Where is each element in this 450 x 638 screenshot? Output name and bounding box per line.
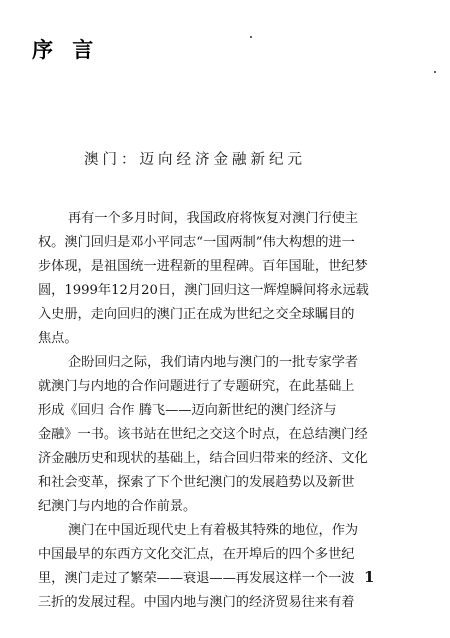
text-line: 圆，1999年12月20日，澳门回归这一辉煌瞬间将永远载 xyxy=(38,283,369,298)
page-title: 序 言 xyxy=(32,38,100,62)
text-line: 企盼回归之际，我们请内地与澳门的一批专家学者 xyxy=(68,355,359,370)
text-line: 济金融历史和现状的基础上，结合回归带来的经济、文化 xyxy=(38,451,368,466)
text-line: 形成《回归 合作 腾飞——迈向新世纪的澳门经济与 xyxy=(38,403,337,418)
text-line: 就澳门与内地的合作问题进行了专题研究，在此基础上 xyxy=(38,379,355,394)
text-line: 权。澳门回归是邓小平同志“一国两制”伟大构想的进一 xyxy=(38,235,355,250)
text-line: 纪澳门与内地的合作前景。 xyxy=(38,499,197,514)
text-line: 和社会变革，探索了下个世纪澳门的发展趋势以及新世 xyxy=(38,475,355,490)
text-line: 再有一个多月时间，我国政府将恢复对澳门行使主 xyxy=(68,211,359,226)
text-line: 步体现，是祖国统一进程新的里程碑。百年国耻，世纪梦 xyxy=(38,259,368,274)
text-line: 金融》一书。该书站在世纪之交这个时点，在总结澳门经 xyxy=(38,427,368,442)
page-number: 1 xyxy=(364,568,375,586)
text-line: 焦点。 xyxy=(38,331,78,346)
section-subtitle: 澳门：迈向经济金融新纪元 xyxy=(84,152,306,168)
text-line: 三折的发展过程。中国内地与澳门的经济贸易往来有着 xyxy=(38,595,355,610)
scan-speck xyxy=(434,71,436,73)
text-line: 澳门在中国近现代史上有着极其特殊的地位，作为 xyxy=(68,523,359,538)
scan-speck xyxy=(250,36,252,38)
text-line: 里，澳门走过了繁荣——衰退——再发展这样一个一波 xyxy=(38,571,355,586)
text-line: 中国最早的东西方文化交汇点，在开埠后的四个多世纪 xyxy=(38,547,355,562)
text-line: 入史册，走向回归的澳门正在成为世纪之交全球瞩目的 xyxy=(38,307,355,322)
